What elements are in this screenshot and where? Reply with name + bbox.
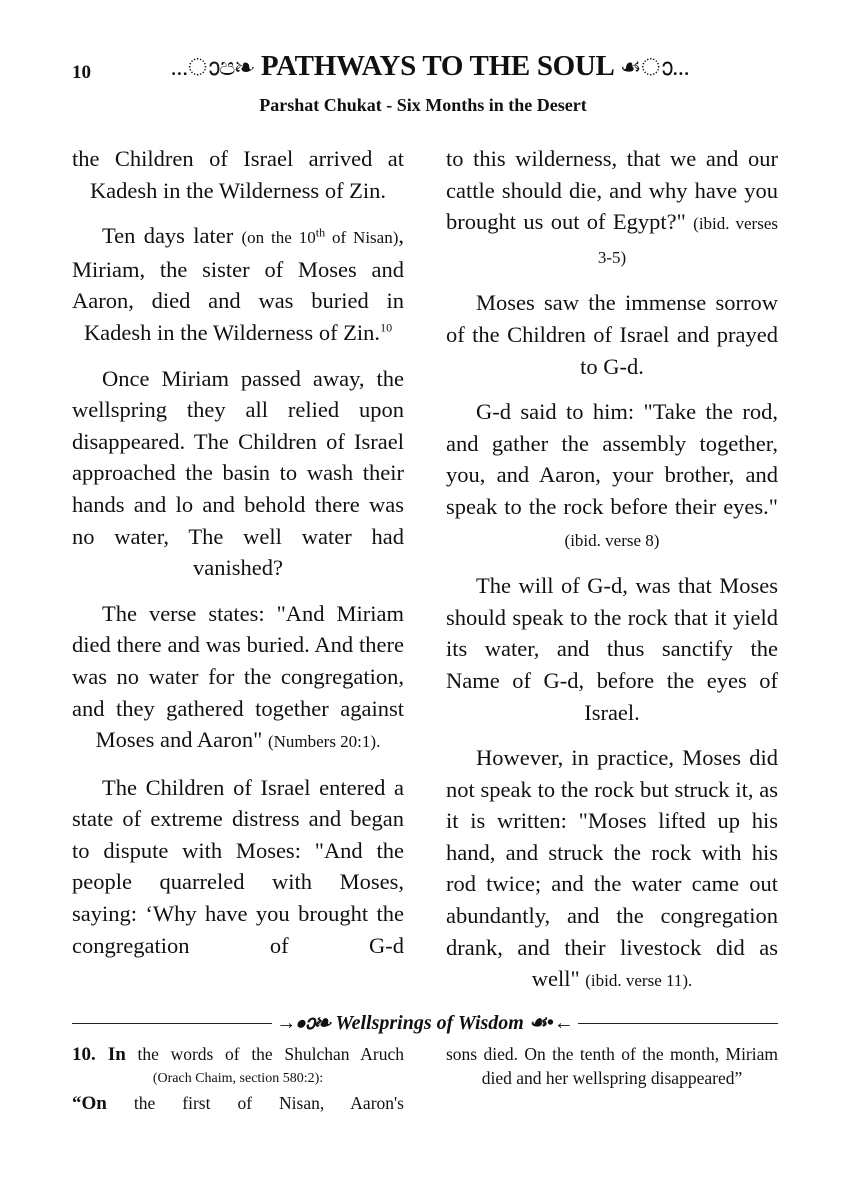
right-column <box>446 143 778 1011</box>
footnote-text: sons died. On the tenth of the month, Miriam died and her wellspring disappeared” <box>446 1044 778 1088</box>
footnote-left <box>72 1042 404 1116</box>
footnote-section-title: Wellsprings of Wisdom <box>335 1012 524 1034</box>
ornament-right-icon: ☙•← <box>528 1012 574 1034</box>
paragraph-text: Moses saw the immense sorrow of the Children of Israel and prayed to G-d. <box>446 290 778 379</box>
paragraph <box>446 570 778 728</box>
date-note: (on the 10th of Nisan) <box>241 225 399 248</box>
left-column <box>72 143 404 975</box>
ornament-left-icon: →•ാ❧ <box>276 1012 331 1034</box>
quote-start: “On <box>72 1093 107 1114</box>
paragraph-text: G-d said to him: "Take the rod, and gather the assembly together, you, and Aaron, your brother, and speak to the rock before their eyes." <box>446 399 778 519</box>
paragraph-text: the Children of Israel arrived at Kadesh in the Wilderness of Zin. <box>72 146 404 203</box>
book-title: PATHWAYS TO THE SOUL <box>260 50 613 82</box>
paragraph <box>72 220 404 348</box>
footnote-text: the first of Nisan, Aaron's <box>106 1093 404 1113</box>
paragraph <box>72 143 404 206</box>
running-title <box>130 50 730 83</box>
chapter-subtitle: Parshat Chukat - Six Months in the Desert <box>259 95 587 115</box>
paragraph <box>72 598 404 758</box>
ornament-left-icon: ...ാප❧ <box>170 55 254 81</box>
paragraph-text: Ten days later <box>102 223 242 249</box>
paragraph <box>446 287 778 382</box>
footnote-number: 10. In <box>72 1044 126 1065</box>
footnote-divider <box>72 1010 778 1038</box>
paragraph-text: The verse states: "And Miriam died there and was buried. And there was no water for the congregation, and they gathered together against Moses and Aaron" <box>72 600 404 753</box>
footnote-ref[interactable]: 10 <box>380 320 393 335</box>
paragraph-text: The will of G-d, was that Moses should speak to the rock that it yield its water, and thus sanctify the Name of G-d, before the eyes of Israel. <box>446 573 778 725</box>
paragraph <box>446 396 778 556</box>
paragraph <box>446 742 778 997</box>
paragraph <box>72 772 404 962</box>
paragraph-text: The Children of Israel entered a state of extreme distress and began to dispute with Moses: "And the people quarreled with Moses, saying: ‘Why have you brought the congregation of G-d <box>72 774 404 958</box>
footnote-text: the words of the Shulchan Aruch <box>125 1044 404 1064</box>
citation: (Numbers 20:1). <box>267 732 381 752</box>
paragraph <box>72 363 404 584</box>
footnote-source: (Orach Chaim, section 580:2): <box>152 1071 324 1086</box>
citation: (ibid. verse 8) <box>564 530 660 550</box>
paragraph-text: to this wilderness, that we and our cattle should die, and why have you brought us out of Egypt?" <box>446 146 778 235</box>
ornament-right-icon: ☙ാ... <box>619 55 690 81</box>
paragraph-text: Once Miriam passed away, the wellspring they all relied upon disappeared. The Children of Israel approached the basin to wash their hands and lo and behold there was no water, The well water had vanished? <box>72 365 404 581</box>
paragraph <box>446 143 778 273</box>
paragraph-text: However, in practice, Moses did not speak to the rock but struck it, as it is written: "Moses lifted up his hand, and struck the rock with his rod twice; and the water came out abundantly, and the congregation drank, and their livestock did as well" <box>446 745 778 992</box>
paragraph-text: , Miriam, the sister of Moses and Aaron, died and was buried in Kadesh in the Wilderness of Zin. <box>72 223 405 345</box>
citation: (ibid. verse 11). <box>585 971 693 991</box>
citation: (ibid. verses 3-5) <box>597 214 778 267</box>
page-number: 10 <box>72 62 91 83</box>
footnote-right <box>446 1042 778 1090</box>
